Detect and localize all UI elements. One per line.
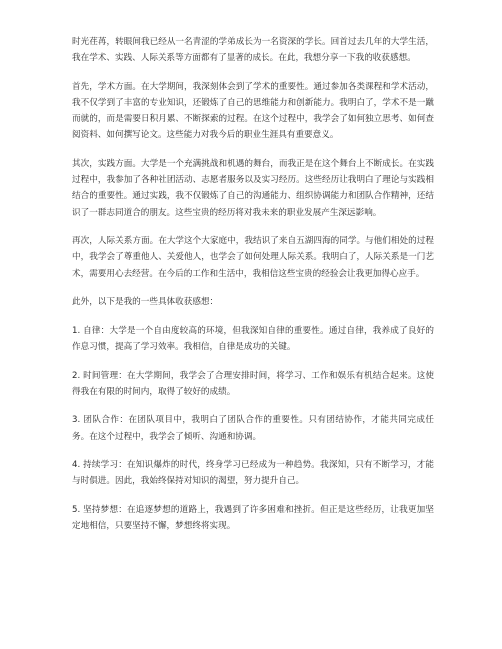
practice-paragraph: 其次，实践方面。大学是一个充满挑战和机遇的舞台，而我正是在这个舞台上不断成长。在实践过程中，我参加了各种社团活动、志愿者服务以及实习经历。这些经历让我明白了理论与实践相结合的重要性。通过实践，我不仅锻炼了自己的沟通能力、组织协调能力和团队合作精神，还结识了一群志同道合的朋友。这些宝贵的经历将对我未来的职业发展产生深远影响。: [72, 159, 434, 218]
list-item-number: 3.: [72, 415, 81, 426]
list-item-number: 5.: [72, 504, 81, 515]
list-item-text: 持续学习：在知识爆炸的时代，终身学习已经成为一种趋势。我深知，只有不断学习，才能与时俱进。因此，我始终保持对知识的渴望，努力提升自己。: [72, 460, 434, 487]
list-item-number: 4.: [72, 460, 81, 471]
list-item-text: 时间管理：在大学期间，我学会了合理安排时间，将学习、工作和娱乐有机结合起来。这使得我在有限的时间内，取得了较好的成绩。: [72, 370, 434, 397]
academic-paragraph: 首先，学术方面。在大学期间，我深刻体会到了学术的重要性。通过参加各类课程和学术活动，我不仅学到了丰富的专业知识，还锻炼了自己的思维能力和创新能力。我明白了，学术不是一蹴而就的，而是需要日积月累、不断探索的过程。在这个过程中，我学会了如何独立思考、如何查阅资料、如何撰写论文。这些能力对我今后的职业生涯具有重要意义。: [72, 81, 434, 141]
list-item-text: 坚持梦想：在追逐梦想的道路上，我遇到了许多困难和挫折。但正是这些经历，让我更加坚定地相信，只要坚持不懈，梦想终将实现。: [72, 504, 434, 532]
list-item: [72, 412, 434, 444]
relationships-paragraph: 再次，人际关系方面。在大学这个大家庭中，我结识了来自五湖四海的同学。与他们相处的过程中，我学会了尊重他人、关爱他人，也学会了如何处理人际关系。我明白了，人际关系是一门艺术，需要用心去经营。在今后的工作和生活中，我相信这些宝贵的经验会让我更加得心应手。: [72, 236, 434, 279]
list-item-number: 2.: [72, 370, 81, 381]
list-intro-paragraph: 此外，以下是我的一些具体收获感想：: [72, 297, 219, 308]
list-item-text: 自律：大学是一个自由度较高的环境，但我深知自律的重要性。通过自律，我养成了良好的作息习惯，提高了学习效率。我相信，自律是成功的关键。: [72, 325, 434, 352]
list-item: [72, 457, 434, 489]
document-body: [72, 34, 434, 547]
list-item: [72, 502, 434, 534]
list-item-text: 团队合作：在团队项目中，我明白了团队合作的重要性。只有团结协作，才能共同完成任务。在这个过程中，我学会了倾听、沟通和协调。: [72, 415, 434, 442]
list-item: [72, 323, 434, 355]
list-item: [72, 368, 434, 400]
intro-paragraph: 时光荏苒，转眼间我已经从一名青涩的学弟成长为一名资深的学长。回首过去几年的大学生活，我在学术、实践、人际关系等方面都有了显著的成长。在此，我想分享一下我的收获感想。: [72, 37, 434, 64]
list-item-number: 1.: [72, 325, 81, 336]
